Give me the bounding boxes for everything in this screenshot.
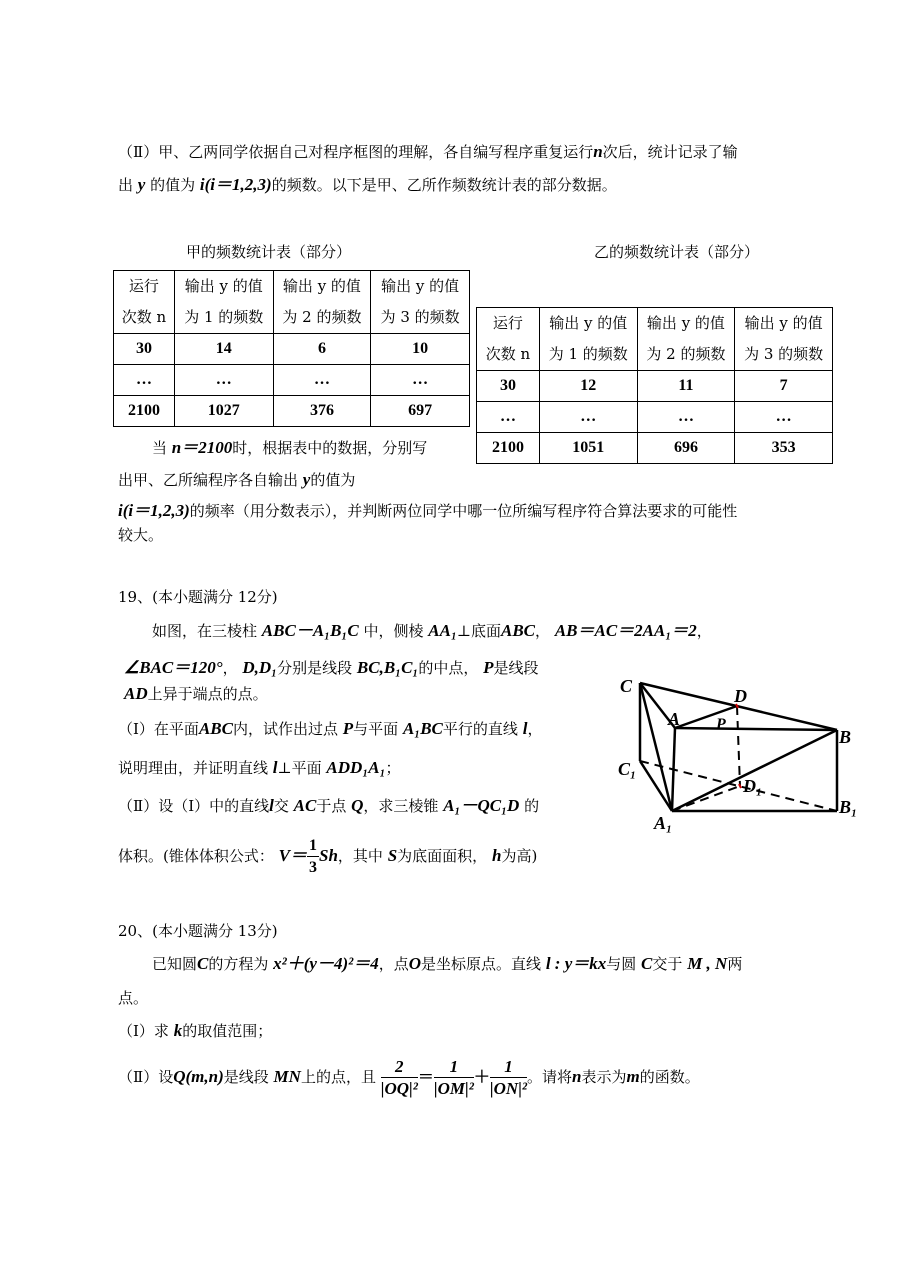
q20-line-3: （Ⅰ）求 k的取值范围； — [118, 1021, 273, 1040]
math-i-values: i(i＝1,2,3) — [199, 175, 272, 194]
cell: 353 — [735, 433, 833, 464]
math: n — [572, 1067, 582, 1086]
table-row — [477, 371, 833, 402]
math: ∠BAC＝120° — [124, 658, 223, 677]
q19-line-7: 体积。(锥体体积公式： V＝ $\frac{1}{3}$ Sh，其中 S为底面面积， h为高) — [118, 834, 537, 879]
label-A1: A₁ — [654, 813, 673, 833]
math: k — [173, 1021, 183, 1040]
table-row — [477, 433, 833, 464]
q19-line-5: 说明理由，并证明直线 l⊥平面 ADD₁A₁； — [118, 758, 401, 777]
cell: … — [637, 402, 735, 433]
edge-A1B — [672, 730, 837, 811]
math: P — [483, 658, 494, 677]
table-yi — [476, 307, 833, 464]
math: ABC — [198, 719, 233, 738]
label-C: C — [620, 676, 633, 696]
math-i-values: i(i＝1,2,3) — [118, 501, 190, 520]
math: l : y＝kx — [545, 954, 607, 973]
math: A₁－QC₁D — [443, 796, 520, 815]
table-header-row — [477, 308, 833, 371]
label-D: D — [734, 686, 747, 706]
math: MN — [273, 1067, 301, 1086]
cell: 30 — [114, 334, 175, 365]
cell: … — [174, 365, 273, 396]
cell: 376 — [273, 396, 371, 427]
text: 的值为 — [150, 176, 196, 194]
math-y: y — [302, 470, 311, 489]
edge-C1A1 — [640, 761, 672, 811]
header-cell: 运行 次数 n — [477, 308, 540, 371]
cell: 7 — [735, 371, 833, 402]
q19-line-1: 如图，在三棱柱 ABC－A₁B₁C 中，侧棱 AA₁⊥底面ABC， AB＝AC＝2AA₁＝2， — [152, 621, 712, 640]
fraction-1-over-OM: $\frac{1}{\text{|OM|²}}$ — [433, 1056, 474, 1098]
cell: 2100 — [477, 433, 540, 464]
header-cell: 输出 y 的值 为 3 的频数 — [371, 271, 470, 334]
fraction-2-over-OQ: $\frac{2}{\text{|OQ|²}}$ — [380, 1056, 418, 1098]
text: 的频率（用分数表示），并判断两位同学中哪一位所编写程序符合算法要求的可能性 — [189, 502, 738, 520]
header-cell: 运行 次数 n — [114, 271, 175, 334]
cell: 1027 — [174, 396, 273, 427]
math: A₁BC — [402, 719, 443, 738]
cell: 10 — [371, 334, 470, 365]
math: O — [408, 954, 422, 973]
math: h — [491, 846, 502, 865]
edge-AD — [675, 706, 737, 728]
table-header-row — [114, 271, 470, 334]
q20-line-2: 点。 — [118, 989, 149, 1007]
text: 出甲、乙所编程序各自输出 — [118, 471, 299, 489]
part2-line-1 — [118, 141, 738, 163]
table-jia — [113, 270, 470, 427]
math: AA₁ — [428, 621, 457, 640]
cell: 1051 — [539, 433, 637, 464]
math: M , N — [687, 954, 728, 973]
q20-title: 20、(本小题满分 13分) — [118, 922, 278, 940]
q19-line-3: AD上异于端点的点。 — [124, 684, 268, 703]
label-B: B — [839, 727, 852, 747]
math-n: n — [593, 142, 603, 161]
cell: … — [539, 402, 637, 433]
math: l — [522, 719, 528, 738]
q20-line-4: （Ⅱ）设Q(m,n)是线段 MN上的点，且 $\frac{2}{\text{|OQ|²}}$ ＝ $\frac{1}{\text{|OM|²}}$ ＋ $\frac{1}{\text{|ON|²}}$ 。请将n表示为m的函数。 — [118, 1056, 700, 1098]
math: ABC — [500, 621, 536, 640]
math: D,D₁ — [242, 658, 278, 677]
math: AD — [124, 684, 148, 703]
header-cell: 输出 y 的值 为 1 的频数 — [174, 271, 273, 334]
table-jia-caption: 甲的频数统计表（部分） — [186, 243, 352, 261]
math: l — [272, 758, 278, 777]
table-row — [114, 334, 470, 365]
edge-AB — [675, 728, 837, 730]
cell: 6 — [273, 334, 371, 365]
math: BC,B₁C₁ — [356, 658, 419, 677]
label-A: A — [668, 709, 681, 729]
math: ABC－A₁B₁C — [261, 621, 359, 640]
cell: … — [735, 402, 833, 433]
math: C — [197, 954, 209, 973]
math: AC — [293, 796, 317, 815]
table-row — [477, 402, 833, 433]
q19-line-4: （Ⅰ）在平面ABC内，试作出过点 P与平面 A₁BC平行的直线 l， — [118, 719, 543, 738]
text: 出 — [118, 176, 134, 194]
table-row — [114, 365, 470, 396]
header-cell: 输出 y 的值 为 1 的频数 — [539, 308, 637, 371]
math: S — [387, 846, 398, 865]
label-P: P — [716, 716, 726, 733]
cell: … — [371, 365, 470, 396]
after-table-line-1 — [152, 437, 427, 459]
cell: 696 — [637, 433, 735, 464]
cell: … — [477, 402, 540, 433]
math-y: y — [137, 175, 146, 194]
edge-DD1 — [737, 706, 740, 786]
label-C1: C₁ — [618, 759, 637, 779]
text: 时，根据表中的数据，分别写 — [232, 439, 428, 457]
cell: … — [273, 365, 371, 396]
table-yi-caption: 乙的频数统计表（部分） — [594, 243, 760, 261]
cell: 14 — [174, 334, 273, 365]
label-B1: B₁ — [839, 797, 858, 817]
header-cell: 输出 y 的值 为 2 的频数 — [637, 308, 735, 371]
after-table-line-3 — [118, 500, 737, 522]
cell: 12 — [539, 371, 637, 402]
math: V＝ — [278, 846, 307, 865]
header-cell: 输出 y 的值 为 3 的频数 — [735, 308, 833, 371]
text: 的频数。以下是甲、乙所作频数统计表的部分数据。 — [271, 176, 617, 194]
cell: … — [114, 365, 175, 396]
fraction-one-third: $\frac{1}{3}$ — [308, 836, 317, 876]
after-table-line-4: 较大。 — [118, 526, 164, 544]
after-table-line-2 — [118, 469, 355, 491]
q19-line-6: （Ⅱ）设（Ⅰ）中的直线l交 AC于点 Q，求三棱锥 A₁－QC₁D 的 — [118, 796, 540, 815]
fraction-1-over-ON: $\frac{1}{\text{|ON|²}}$ — [489, 1056, 528, 1098]
cell: 30 — [477, 371, 540, 402]
header-cell: 输出 y 的值 为 2 的频数 — [273, 271, 371, 334]
part2-line-2 — [118, 174, 617, 196]
text: 当 — [152, 439, 168, 457]
math: C — [641, 954, 653, 973]
text: 次后，统计记录了输 — [602, 143, 738, 161]
math: Q(m,n) — [173, 1067, 224, 1086]
q19-title: 19、(本小题满分 12分) — [118, 588, 278, 606]
math: l — [269, 796, 274, 815]
q19-line-2: ∠BAC＝120°， D,D₁分别是线段 BC,B₁C₁的中点， P是线段 — [124, 658, 539, 677]
math: AB＝AC＝2AA₁＝2 — [554, 621, 697, 640]
cell: 2100 — [114, 396, 175, 427]
math: x²＋(y－4)²＝4 — [273, 954, 379, 973]
math: ADD₁A₁ — [326, 758, 386, 777]
math: P — [342, 719, 354, 738]
text: （Ⅱ）甲、乙两同学依据自己对程序框图的理解，各自编写程序重复运行 — [118, 143, 594, 161]
table-row — [114, 396, 470, 427]
math: m — [626, 1067, 640, 1086]
cell: 697 — [371, 396, 470, 427]
q20-line-1: 已知圆C的方程为 x²＋(y－4)²＝4，点O是坐标原点。直线 l : y＝kx与圆 C交于 M , N两 — [152, 954, 743, 973]
math: Sh — [318, 846, 338, 865]
cell: 11 — [637, 371, 735, 402]
red-marks — [736, 704, 741, 788]
prism-figure — [610, 668, 870, 838]
text: 的值为 — [310, 471, 356, 489]
label-D1: D₁ — [743, 776, 763, 796]
math-n-eq: n＝2100 — [171, 438, 233, 457]
math: Q — [351, 796, 364, 815]
